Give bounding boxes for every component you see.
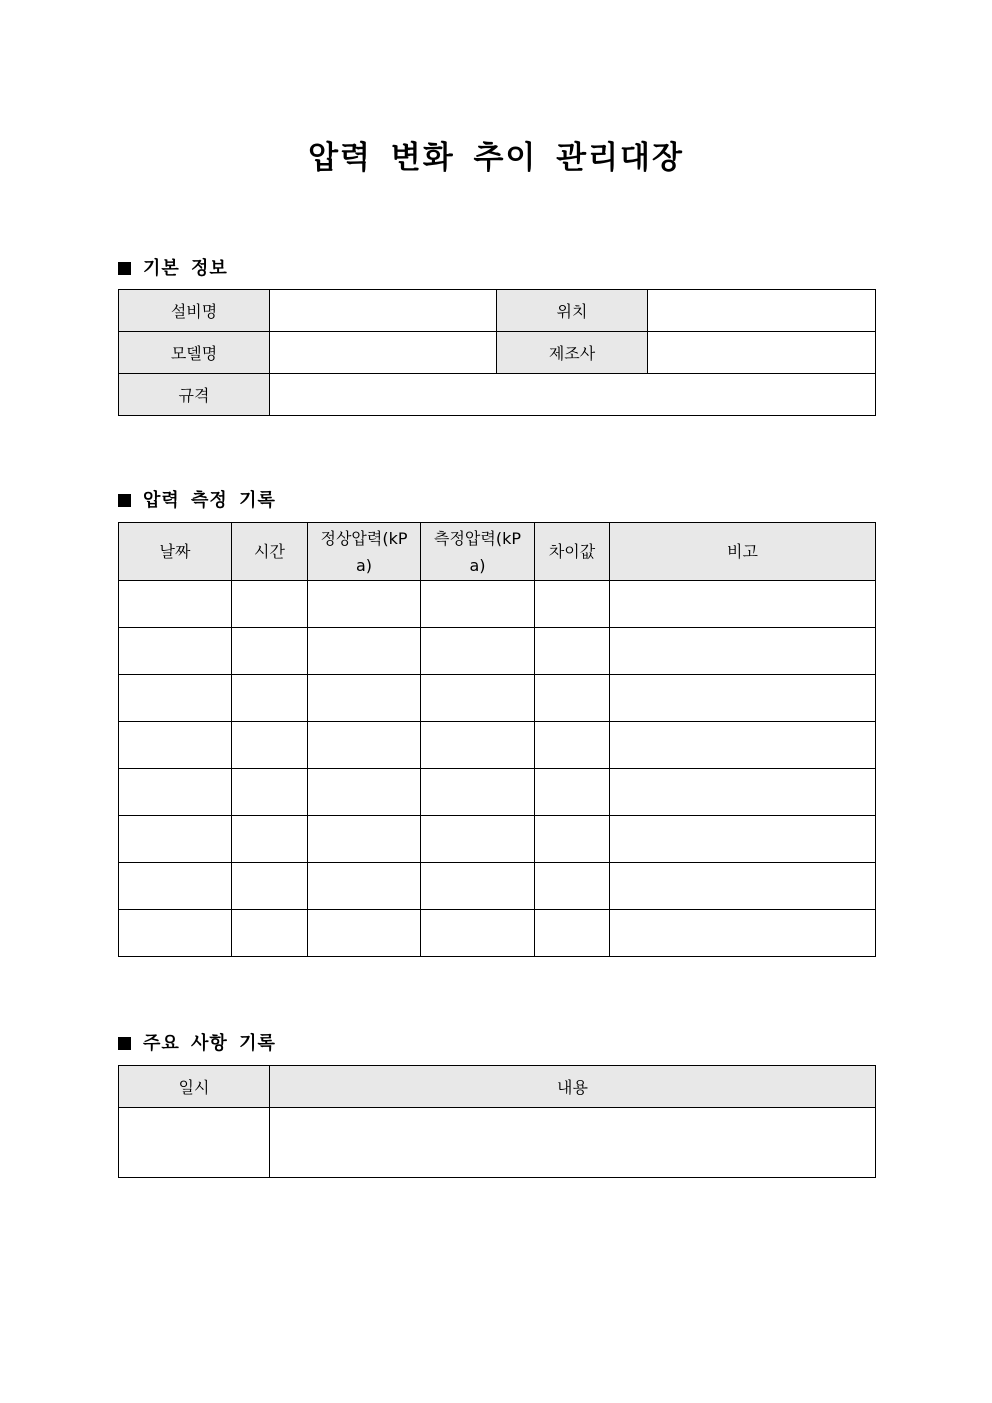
measured-pressure-cell[interactable] <box>421 675 535 722</box>
date-cell[interactable] <box>119 628 232 675</box>
table-row <box>119 910 876 957</box>
remarks-cell[interactable] <box>610 769 876 816</box>
measured-pressure-cell[interactable] <box>421 628 535 675</box>
table-row <box>119 675 876 722</box>
black-square-icon <box>118 262 131 275</box>
normal-pressure-cell[interactable] <box>308 722 421 769</box>
column-header-time: 시간 <box>232 523 308 581</box>
difference-cell[interactable] <box>535 628 610 675</box>
header-line: 정상압력(kP <box>320 528 408 548</box>
location-label: 위치 <box>497 290 648 332</box>
normal-pressure-cell[interactable] <box>308 816 421 863</box>
specification-label: 규격 <box>119 374 270 416</box>
difference-cell[interactable] <box>535 675 610 722</box>
time-cell[interactable] <box>232 769 308 816</box>
table-row <box>119 332 876 374</box>
normal-pressure-cell[interactable] <box>308 769 421 816</box>
date-cell[interactable] <box>119 910 232 957</box>
normal-pressure-cell[interactable] <box>308 863 421 910</box>
measured-pressure-cell[interactable] <box>421 816 535 863</box>
column-header-content: 내용 <box>270 1066 876 1108</box>
column-header-measured-pressure <box>421 523 535 581</box>
date-cell[interactable] <box>119 675 232 722</box>
time-cell[interactable] <box>232 628 308 675</box>
normal-pressure-cell[interactable] <box>308 581 421 628</box>
table-header-row <box>119 523 876 581</box>
difference-cell[interactable] <box>535 816 610 863</box>
remarks-cell[interactable] <box>610 581 876 628</box>
remarks-cell[interactable] <box>610 910 876 957</box>
measured-pressure-cell[interactable] <box>421 863 535 910</box>
column-header-date: 날짜 <box>119 523 232 581</box>
date-cell[interactable] <box>119 581 232 628</box>
section-heading-label: 압력 측정 기록 <box>143 490 276 511</box>
note-content-cell[interactable] <box>270 1108 876 1178</box>
table-row <box>119 374 876 416</box>
table-row <box>119 290 876 332</box>
model-name-label: 모델명 <box>119 332 270 374</box>
table-row <box>119 863 876 910</box>
measured-pressure-cell[interactable] <box>421 722 535 769</box>
column-header-datetime: 일시 <box>119 1066 270 1108</box>
time-cell[interactable] <box>232 722 308 769</box>
manufacturer-field[interactable] <box>648 332 876 374</box>
normal-pressure-cell[interactable] <box>308 910 421 957</box>
black-square-icon <box>118 494 131 507</box>
difference-cell[interactable] <box>535 863 610 910</box>
table-row <box>119 769 876 816</box>
difference-cell[interactable] <box>535 910 610 957</box>
date-cell[interactable] <box>119 722 232 769</box>
remarks-cell[interactable] <box>610 863 876 910</box>
header-line: 측정압력(kP <box>434 528 521 548</box>
time-cell[interactable] <box>232 675 308 722</box>
time-cell[interactable] <box>232 581 308 628</box>
table-row <box>119 1108 876 1178</box>
equipment-name-label: 설비명 <box>119 290 270 332</box>
section-heading-label: 주요 사항 기록 <box>143 1033 276 1054</box>
remarks-cell[interactable] <box>610 722 876 769</box>
date-cell[interactable] <box>119 863 232 910</box>
table-header-row <box>119 1066 876 1108</box>
difference-cell[interactable] <box>535 722 610 769</box>
header-line: a) <box>469 555 486 575</box>
model-name-field[interactable] <box>270 332 497 374</box>
page-title: 압력 변화 추이 관리대장 <box>308 140 684 176</box>
pressure-record-body <box>119 581 876 957</box>
remarks-cell[interactable] <box>610 816 876 863</box>
normal-pressure-cell[interactable] <box>308 675 421 722</box>
column-header-normal-pressure <box>308 523 421 581</box>
section-heading-notes <box>118 1029 276 1055</box>
time-cell[interactable] <box>232 863 308 910</box>
measured-pressure-cell[interactable] <box>421 769 535 816</box>
normal-pressure-cell[interactable] <box>308 628 421 675</box>
measured-pressure-cell[interactable] <box>421 581 535 628</box>
equipment-name-field[interactable] <box>270 290 497 332</box>
column-header-remarks: 비고 <box>610 523 876 581</box>
table-row <box>119 816 876 863</box>
section-heading-basic-info <box>118 254 228 280</box>
difference-cell[interactable] <box>535 581 610 628</box>
pressure-record-table <box>118 522 876 957</box>
note-datetime-cell[interactable] <box>119 1108 270 1178</box>
table-row <box>119 722 876 769</box>
difference-cell[interactable] <box>535 769 610 816</box>
table-row <box>119 628 876 675</box>
location-field[interactable] <box>648 290 876 332</box>
table-row <box>119 581 876 628</box>
time-cell[interactable] <box>232 816 308 863</box>
remarks-cell[interactable] <box>610 675 876 722</box>
measured-pressure-cell[interactable] <box>421 910 535 957</box>
specification-field[interactable] <box>270 374 876 416</box>
section-heading-pressure-records <box>118 486 276 512</box>
column-header-difference: 차이값 <box>535 523 610 581</box>
black-square-icon <box>118 1037 131 1050</box>
date-cell[interactable] <box>119 769 232 816</box>
manufacturer-label: 제조사 <box>497 332 648 374</box>
header-line: a) <box>355 555 373 575</box>
notes-table <box>118 1065 876 1178</box>
basic-info-table <box>118 289 876 416</box>
remarks-cell[interactable] <box>610 628 876 675</box>
section-heading-label: 기본 정보 <box>143 258 228 279</box>
date-cell[interactable] <box>119 816 232 863</box>
time-cell[interactable] <box>232 910 308 957</box>
